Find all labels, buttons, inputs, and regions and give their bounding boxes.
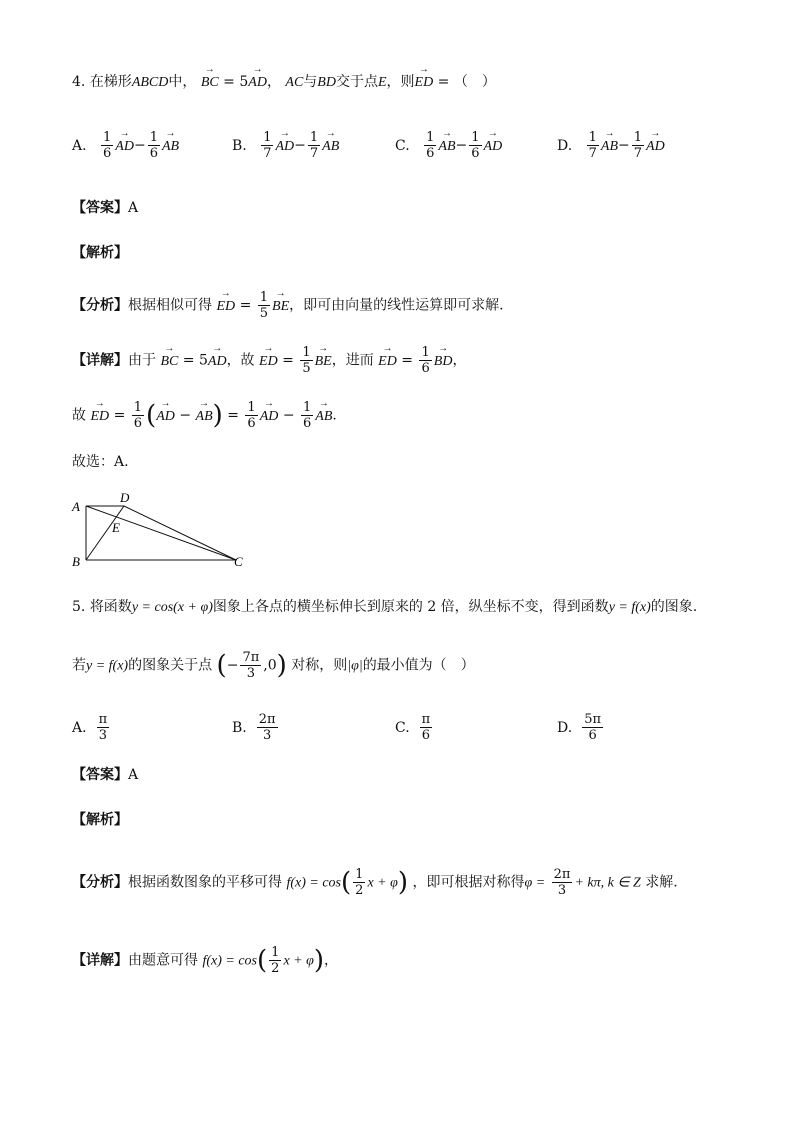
q5-option-b[interactable]: B. $\frac{2\pi}{3}$	[232, 712, 276, 743]
q4-stem: 4. 在梯形ABCD中， → BC = 5→ AD， AC与BD交于点E，则→ ED = （ ）	[72, 72, 496, 93]
q5-analysis: 【分析】根据函数图象的平移可得 f(x) = cos( $\frac{1}{2}$ x + φ) ，即可根据对称得φ = $\frac{2\pi}{3}$ + kπ, k ∈ Z 求解.	[72, 867, 678, 898]
label-c: C	[234, 554, 243, 569]
q4-analysis: 【分析】根据相似可得 → ED = $\frac{1}{5}$ → BE，即可由向量的线性运算即可求解.	[72, 290, 504, 321]
q5-option-a[interactable]: A. $\frac{\pi}{3}$	[72, 712, 108, 743]
edge-dc	[124, 506, 236, 560]
q4-answer: 【答案】A	[72, 200, 139, 216]
q5-option-d[interactable]: D. $\frac{5\pi}{6}$	[557, 712, 602, 743]
q5-option-c[interactable]: C. $\frac{\pi}{6}$	[395, 712, 431, 743]
q4-option-b[interactable]: B. $\frac{1}{7}$ → AD− $\frac{1}{7}$ → AB	[232, 130, 339, 161]
label-a: A	[72, 499, 80, 514]
q5-stem-2: 若y = f(x)的图象关于点 (− $\frac{7\pi}{3}$ ,0) 对称，则|φ|的最小值为（ ）	[72, 650, 475, 681]
label-b: B	[72, 554, 80, 569]
q4-jiexi-heading: 【解析】	[72, 245, 128, 261]
q4-choose: 故选：A.	[72, 454, 129, 470]
q4-detail-2: 故 → ED = $\frac{1}{6}$ (→ AD − → AB) = $\frac{1}{6}$ → AD − $\frac{1}{6}$ → AB.	[72, 400, 337, 431]
label-e: E	[112, 520, 120, 535]
q4-option-d[interactable]: D. $\frac{1}{7}$ → AB− $\frac{1}{7}$ → AD	[557, 130, 665, 161]
q4-option-c[interactable]: C. $\frac{1}{6}$ → AB− $\frac{1}{6}$ → AD	[395, 130, 502, 161]
q5-stem-1: 5. 将函数y = cos(x + φ)图象上各点的横坐标伸长到原来的 2 倍，纵坐标不变，得到函数y = f(x)的图象.	[72, 599, 698, 615]
q5-jiexi-heading: 【解析】	[72, 812, 128, 828]
label-d: D	[120, 490, 130, 505]
q4-detail: 【详解】由于 → BC = 5→ AD，故 → ED = $\frac{1}{5}$ → BE，进而 → ED = $\frac{1}{6}$ → BD，	[72, 345, 466, 376]
q4-option-a[interactable]: A. $\frac{1}{6}$ → AD− $\frac{1}{6}$ → AB	[72, 130, 179, 161]
q5-answer: 【答案】A	[72, 767, 139, 783]
q5-detail: 【详解】由题意可得 f(x) = cos( $\frac{1}{2}$ x + φ)，	[72, 945, 338, 976]
diag-ac	[86, 506, 236, 560]
trapezoid-figure	[70, 490, 250, 570]
